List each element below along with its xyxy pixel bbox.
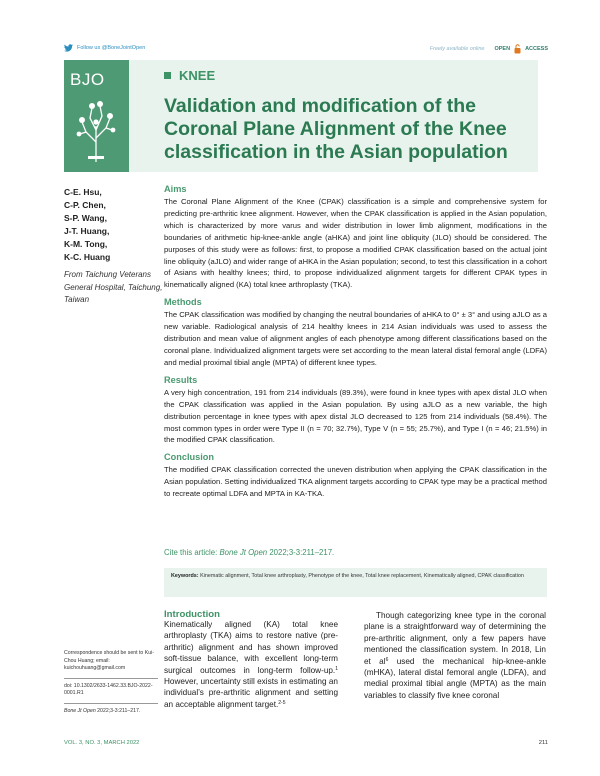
keywords-box xyxy=(164,568,547,597)
section-label-text: KNEE xyxy=(179,68,216,83)
section-label xyxy=(164,68,215,83)
cite-journal: Bone Jt Open xyxy=(219,548,268,557)
open-access-badge xyxy=(430,44,548,54)
journal-ref: 2022;3-3:211–217. xyxy=(95,707,141,714)
conclusion-heading: Conclusion xyxy=(164,452,215,463)
access-label: ACCESS xyxy=(525,46,548,52)
introduction-heading: Introduction xyxy=(164,609,220,620)
tree-logo-icon xyxy=(76,98,116,162)
open-lock-icon xyxy=(514,44,521,54)
doi-note[interactable]: doi: 10.1302/2633-1462.33.BJO-2022-0001.R1 xyxy=(64,682,153,697)
results-text: A very high concentration, 191 from 214 individuals (89.3%), were found in knee types with apex distal JLO when the CPAK classification was applied in the Asian population. By using aJLO as a new variable, the high distribution percentage in knee types with apex distal JLO decreased to 125 from 214 individuals (58.4%). The most common types in order were Type II (n = 70; 32.7%), Type V (n = 55; 25.7%), and Type I (n = 46; 21.5%) in the modified CPAK classification. xyxy=(164,387,547,445)
cite-label: Cite this article: xyxy=(164,548,218,557)
methods-text: The CPAK classification was modified by changing the neutral boundaries of aHKA to 0° ± 3° and using aJLO as a new variable. Radiological analysis of 214 healthy knees in 214 Asian individuals was used to assess the distribution and mean value of alignment angles of each phenotype among different classifications based on the coronal plane. Individualized alignment targets were set according to the mean lateral distal femoral angle (LDFA) and medial proximal tibial angle (MPTA) of different knee types. xyxy=(164,310,547,367)
freely-available-label: Freely available online xyxy=(429,46,485,52)
body-column-1 xyxy=(164,619,338,710)
open-label: OPEN xyxy=(494,46,511,52)
conclusion-text: The modified CPAK classification corrected the uneven distribution when applying the CPAK classification in the Asian population. Setting individualized TKA alignment targets according to CPAK type may be a practical method to recreate optimal LDFA and MPTA in KA-TKA. xyxy=(164,465,547,499)
cite-ref: 2022;3-3:211–217. xyxy=(269,548,335,557)
ref-sup[interactable]: 1 xyxy=(335,665,338,672)
ref-sup[interactable]: 2-5 xyxy=(278,699,286,706)
twitter-follow[interactable] xyxy=(64,44,145,52)
page-number: 211 xyxy=(538,740,548,746)
page-footer xyxy=(64,740,548,746)
aims-text: The Coronal Plane Alignment of the Knee (CPAK) classification is a simple and comprehensive system for predicting pre-arthritic knee alignment. However, when the CPAK classification is applied in the Asian population, which is characterized by more varus and wider distribution in lower limb alignment, modifications in the boundaries of arithmetic hip-knee-ankle angle (aHKA) and joint line obliquity (JLO) should be considered. The purposes of this study were as follows: first, to propose a modified CPAK classification based on the actual joint line obliquity (aJLO) and wider range of aHKA in the Asian population; second, to test this classification in a cohort of Asians with healthy knees; third, to propose individualized alignment targets for different CPAK types in kinematically aligned (KA) total knee arthroplasty (TKA). xyxy=(164,197,547,290)
article-title: Validation and modification of the Coronal Plane Alignment of the Knee classification in the Asian population xyxy=(164,95,508,163)
side-notes xyxy=(64,650,158,716)
intro-text-1: Kinematically aligned (KA) total knee arthroplasty (TKA) aims to restore native (pre-arthritic) alignment and has shown improved soft-tissue balance, with excellent long-term surgical outcomes in long-term follow-up. xyxy=(164,620,338,675)
intro-text-2: However, uncertainty still exists in estimating an individual’s pre-arthritic alignment and setting an acceptable alignment target. xyxy=(164,677,338,709)
author: C-P. Chen, xyxy=(64,200,106,210)
twitter-icon xyxy=(64,44,73,52)
keywords-text: Kinematic alignment, Total knee arthroplasty, Phenotype of the knee, Total knee replacement, Kinematically aligned, CPAK classification xyxy=(200,573,524,579)
section-square-icon xyxy=(164,72,171,79)
aims-heading: Aims xyxy=(164,184,187,194)
correspondence-note: Correspondence should be sent to Kui-Chou Huang; email: kuichouhuang@gmail.com xyxy=(64,650,154,672)
results-heading: Results xyxy=(164,374,198,385)
keywords-label: Keywords: xyxy=(171,573,199,579)
intro-text-3: Though categorizing knee type in the coronal plane is a straightforward way of determining the pre-arthritic alignment, only a few papers have mentioned the classification system. In 2018, Lin et al xyxy=(364,611,546,666)
author: J-T. Huang, xyxy=(64,226,110,236)
author: K-M. Tong, xyxy=(64,239,108,249)
ref-sup[interactable]: 6 xyxy=(385,656,389,663)
affiliation: From Taichung Veterans General Hospital, Taichung, Taiwan xyxy=(64,270,163,304)
body-column-2 xyxy=(364,610,546,701)
author: S-P. Wang, xyxy=(64,213,107,223)
intro-text-4: used the mechanical hip-knee-ankle (mHKA), lateral distal femoral angle (LDFA), and medial proximal tibial angle (MPTA) as the main variables to classify five knee coronal xyxy=(364,656,546,700)
author: K-C. Huang xyxy=(64,252,111,262)
journal-ref-note xyxy=(64,708,158,716)
divider xyxy=(64,703,158,704)
twitter-handle: Follow us @BoneJointOpen xyxy=(77,45,146,51)
author-list xyxy=(64,186,160,264)
journal-name: Bone Jt Open xyxy=(64,707,96,714)
issue-info: VOL. 3, NO. 3, MARCH 2022 xyxy=(64,740,140,746)
abstract xyxy=(164,184,547,506)
divider xyxy=(64,678,158,679)
methods-heading: Methods xyxy=(164,297,202,308)
citation xyxy=(164,548,334,557)
author: C-E. Hsu, xyxy=(64,187,102,197)
journal-logo-text: BJO xyxy=(70,70,105,89)
